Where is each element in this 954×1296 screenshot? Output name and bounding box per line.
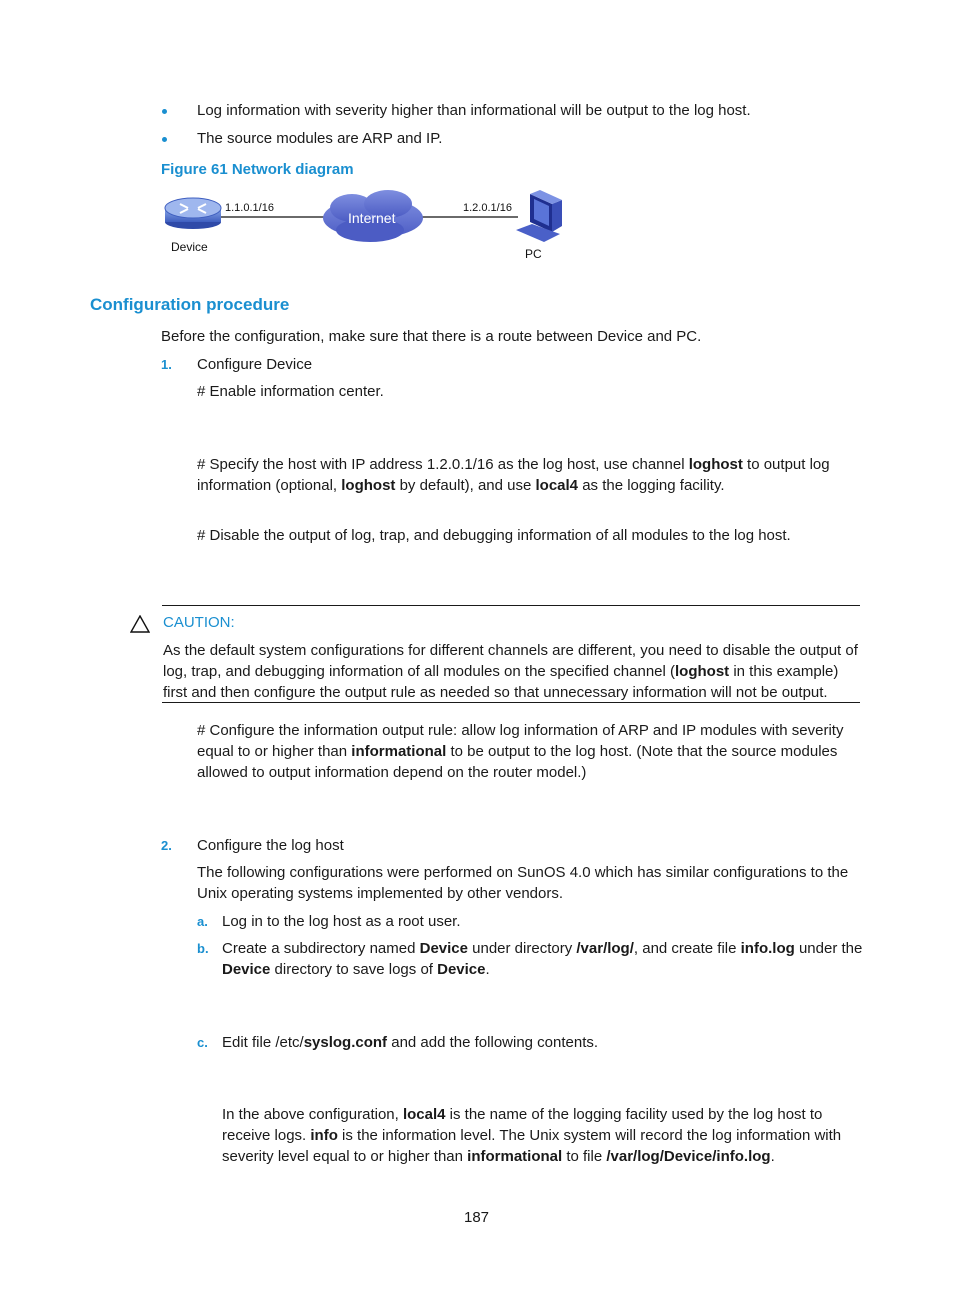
step2-intro: The following configurations were performed on SunOS 4.0 which has similar configurations to the Unix operating systems implemented by other vendors. [197, 864, 849, 902]
substep-letter: b. [197, 941, 209, 956]
step-title: Configure the log host [197, 837, 344, 854]
caution-label: CAUTION: [163, 614, 235, 631]
substep-letter: a. [197, 914, 208, 929]
warning-triangle-icon [130, 615, 150, 639]
network-diagram-graphic [160, 186, 580, 266]
figure-caption: Figure 61 Network diagram [161, 161, 354, 178]
pc-icon [516, 190, 562, 242]
caution-top-rule [162, 605, 860, 606]
caution-bottom-rule [162, 702, 860, 703]
step-number: 1. [161, 357, 172, 372]
syslog-explanation: In the above configuration, local4 is the name of the logging facility used by the log host to receive logs. info is the information level. The Unix system will record the log information with severity level equal to or higher than informational to file /var/log/Device/info.log. [222, 1106, 842, 1165]
page-number: 187 [464, 1209, 490, 1226]
bullet-dot [162, 109, 167, 114]
device-ip: 1.1.0.1/16 [225, 202, 274, 214]
section-title: Configuration procedure [90, 295, 290, 314]
substep-letter: c. [197, 1035, 208, 1050]
intro-text: Before the configuration, make sure that there is a route between Device and PC. [161, 328, 702, 345]
disable-comment: # Disable the output of log, trap, and debugging information of all modules to the log host. [197, 527, 791, 544]
substep-text: Edit file /etc/syslog.conf and add the following contents. [222, 1034, 599, 1051]
specify-host-paragraph: # Specify the host with IP address 1.2.0.1/16 as the log host, use channel loghost to output log information (optional, loghost by default), and use local4 as the logging facility. [197, 456, 830, 494]
network-diagram [160, 186, 580, 266]
substep-text: Create a subdirectory named Device under directory /var/log/, and create file info.log under the Device directory to save logs of Device. [222, 940, 863, 978]
router-icon [165, 198, 221, 229]
step-title: Configure Device [197, 356, 313, 373]
pc-ip: 1.2.0.1/16 [463, 202, 512, 214]
bullet-dot [162, 137, 167, 142]
bullet-text: The source modules are ARP and IP. [197, 130, 443, 147]
caution-text: As the default system configurations for different channels are different, you need to disable the output of log, trap, and debugging information of all modules on the specified channel (loghost in this example) first and then configure the output rule as needed so that unnecessary information will not be output. [163, 642, 858, 701]
output-rule-paragraph: # Configure the information output rule: allow log information of ARP and IP modules with severity equal to or higher than informational to be output to the log host. (Note that the source modules allowed to output information depend on the router model.) [197, 722, 844, 781]
cloud-label: Internet [348, 210, 396, 226]
step-number: 2. [161, 838, 172, 853]
substep-text: Log in to the log host as a root user. [222, 913, 461, 930]
bullet-text: Log information with severity higher than informational will be output to the log host. [197, 102, 751, 119]
device-label: Device [171, 240, 208, 254]
pc-label: PC [525, 247, 542, 261]
enable-comment: # Enable information center. [197, 383, 384, 400]
